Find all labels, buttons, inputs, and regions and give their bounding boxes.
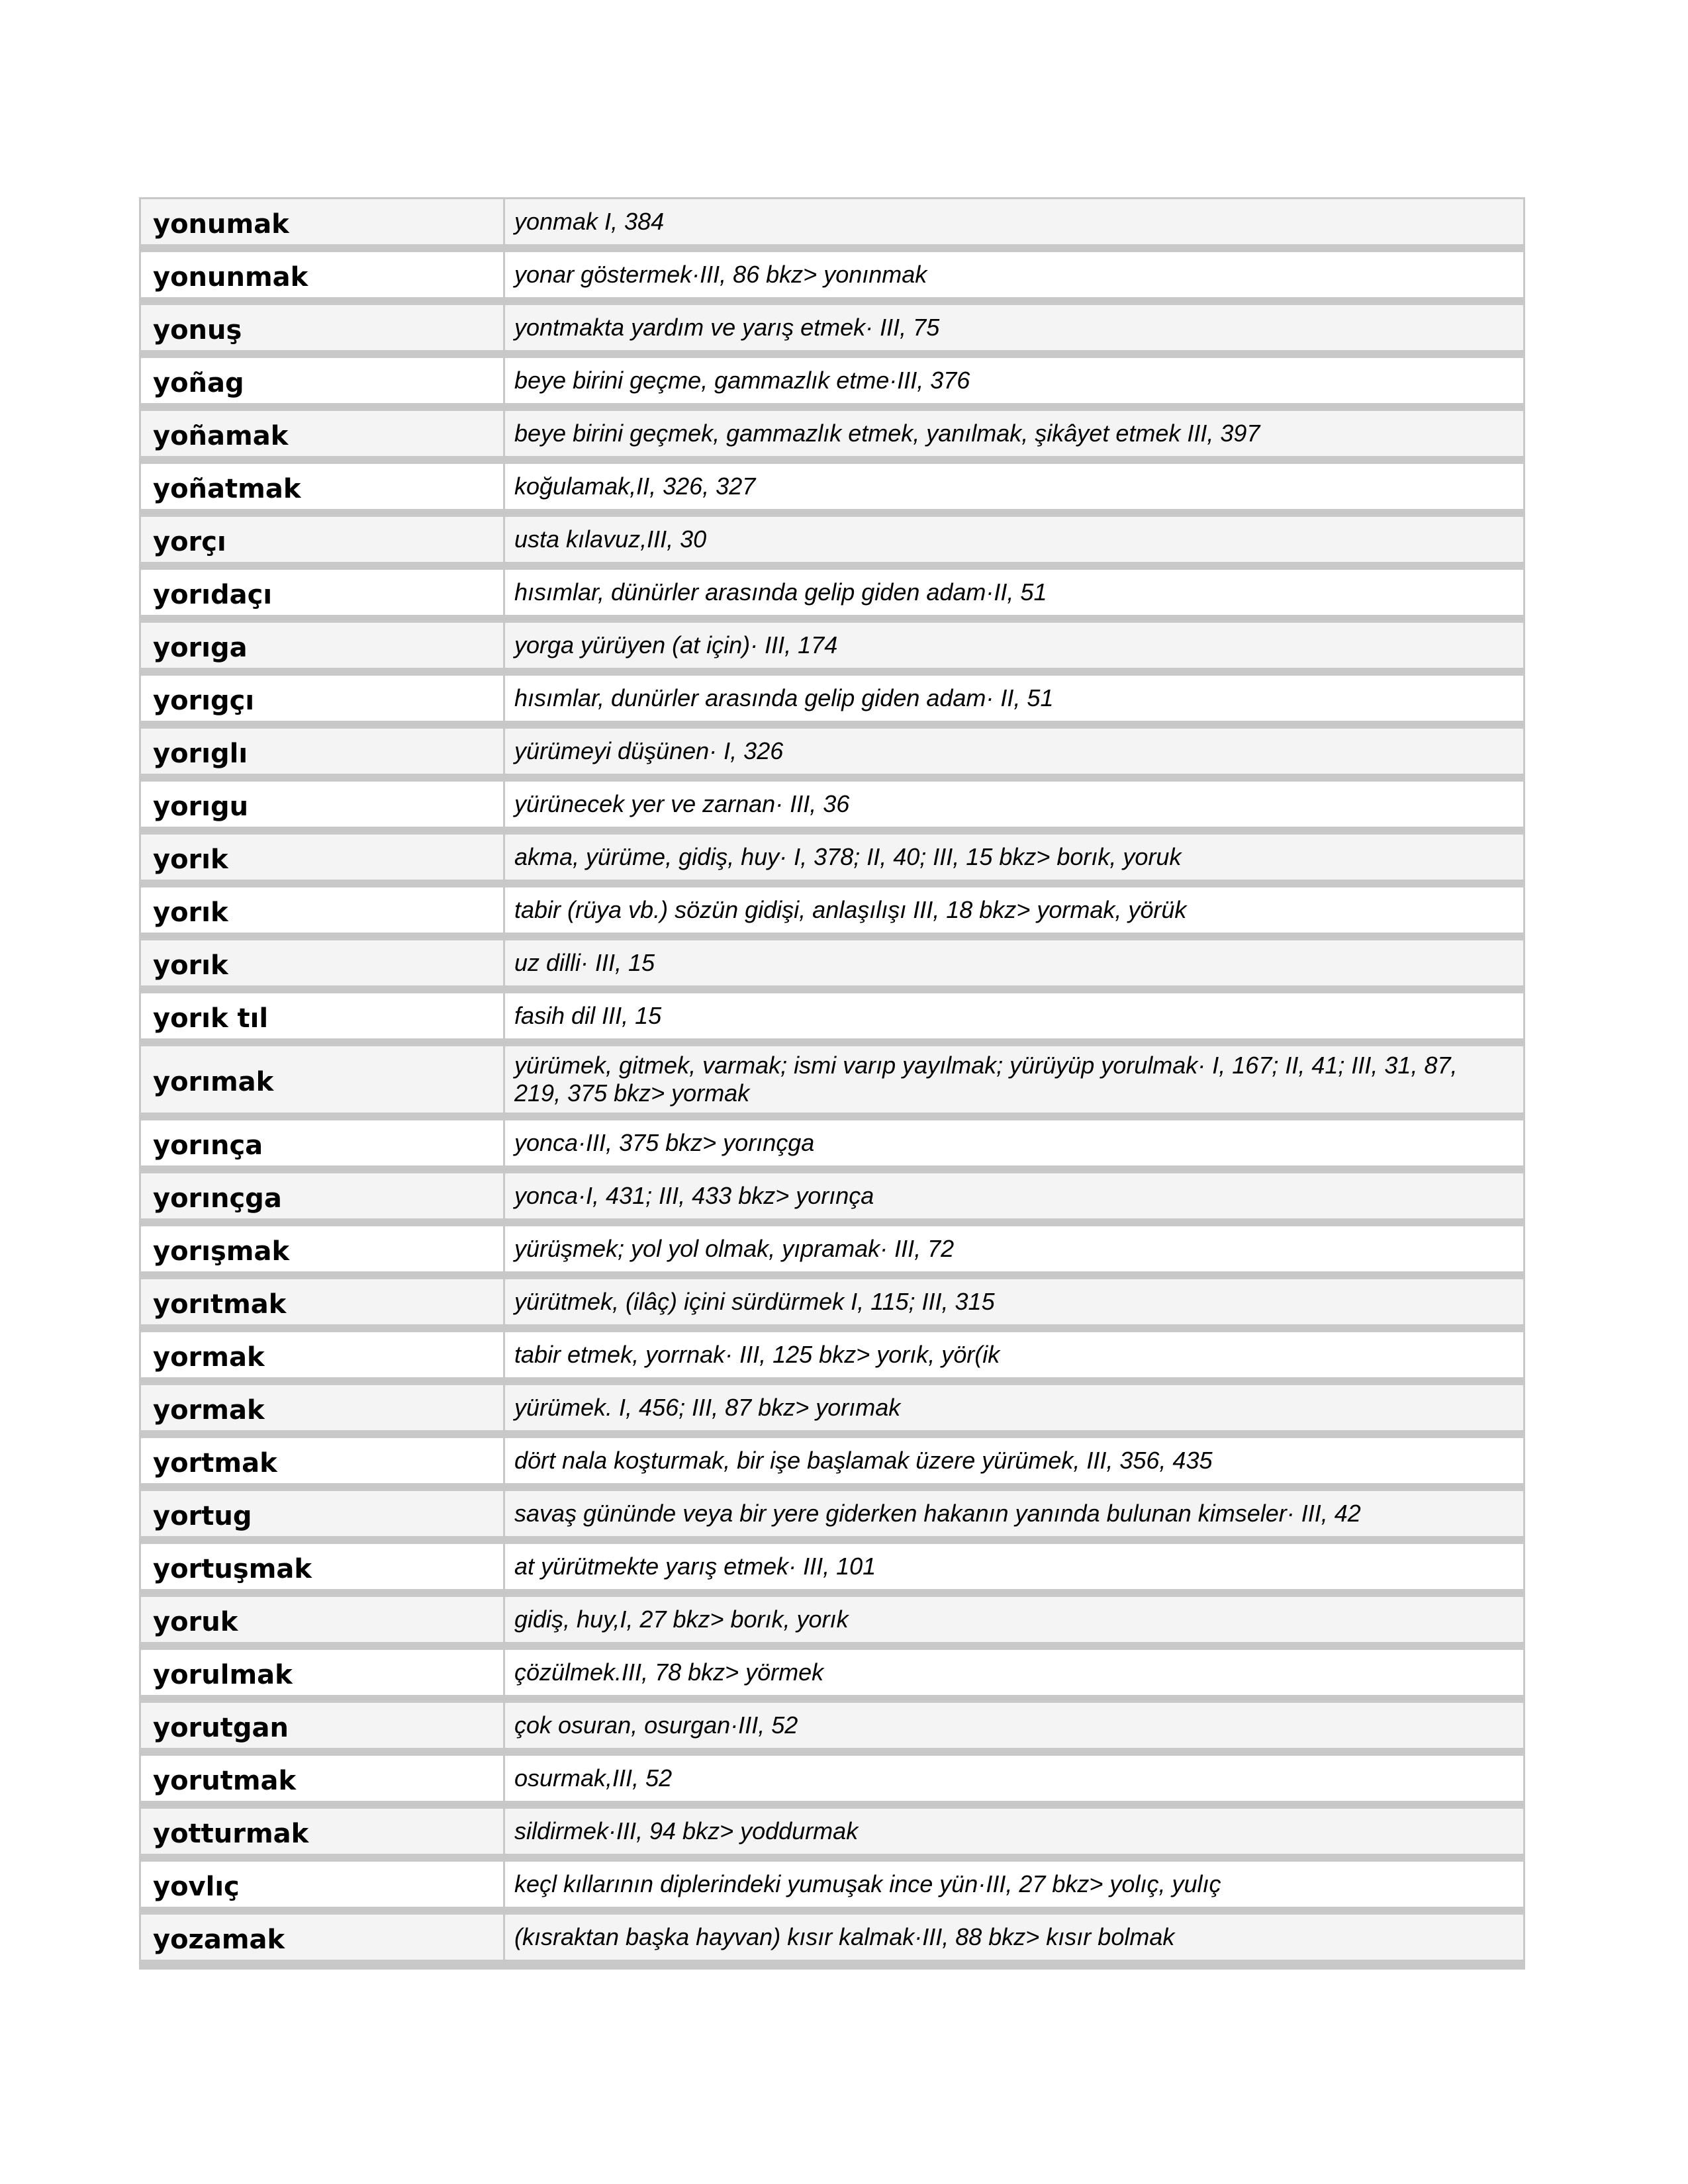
entry-definition: çok osuran, osurgan·III, 52	[505, 1703, 1523, 1748]
entry-term: yoñag	[141, 358, 505, 403]
table-row	[141, 887, 1523, 940]
entry-term: yoñatmak	[141, 464, 505, 509]
table-row	[141, 1650, 1523, 1703]
table-row	[141, 1756, 1523, 1809]
table-row	[141, 782, 1523, 835]
table-row	[141, 1332, 1523, 1385]
table-row	[141, 1279, 1523, 1332]
entry-term: yorutmak	[141, 1756, 505, 1801]
entry-term: yorık	[141, 835, 505, 880]
entry-term: yonuş	[141, 305, 505, 350]
table-row	[141, 1226, 1523, 1279]
table-row	[141, 623, 1523, 676]
entry-term: yorık	[141, 887, 505, 933]
entry-term: yorıga	[141, 623, 505, 668]
entry-definition: çözülmek.III, 78 bkz> yörmek	[505, 1650, 1523, 1695]
entry-definition: gidiş, huy,I, 27 bkz> borık, yorık	[505, 1597, 1523, 1642]
entry-term: yorulmak	[141, 1650, 505, 1695]
entry-term: yorınçga	[141, 1173, 505, 1218]
entry-definition: usta kılavuz,III, 30	[505, 517, 1523, 562]
entry-definition: savaş gününde veya bir yere giderken hakanın yanında bulunan kimseler· III, 42	[505, 1491, 1523, 1536]
dictionary-table	[139, 197, 1525, 1970]
table-row	[141, 940, 1523, 993]
entry-definition: yonca·I, 431; III, 433 bkz> yorınça	[505, 1173, 1523, 1218]
entry-definition: yürümeyi düşünen· I, 326	[505, 729, 1523, 774]
entry-definition: sildirmek·III, 94 bkz> yoddurmak	[505, 1809, 1523, 1854]
entry-definition: yonar göstermek·III, 86 bkz> yonınmak	[505, 252, 1523, 297]
entry-term: yonumak	[141, 199, 505, 244]
table-row	[141, 676, 1523, 729]
entry-term: yovlıç	[141, 1862, 505, 1907]
entry-term: yorıgu	[141, 782, 505, 827]
table-row	[141, 835, 1523, 887]
entry-term: yorık tıl	[141, 993, 505, 1038]
entry-term: yortug	[141, 1491, 505, 1536]
table-row	[141, 1120, 1523, 1173]
entry-definition: uz dilli· III, 15	[505, 940, 1523, 985]
table-row	[141, 305, 1523, 358]
entry-definition: yorga yürüyen (at için)· III, 174	[505, 623, 1523, 668]
table-row	[141, 1438, 1523, 1491]
table-row	[141, 1173, 1523, 1226]
entry-term: yorımak	[141, 1046, 505, 1113]
entry-definition: keçl kıllarının diplerindeki yumuşak ince yün·III, 27 bkz> yolıç, yulıç	[505, 1862, 1523, 1907]
entry-definition: osurmak,III, 52	[505, 1756, 1523, 1801]
table-row	[141, 1862, 1523, 1915]
table-row	[141, 993, 1523, 1046]
table-row	[141, 1544, 1523, 1597]
table-row	[141, 252, 1523, 305]
table-row	[141, 411, 1523, 464]
table-row	[141, 199, 1523, 252]
entry-definition: yontmakta yardım ve yarış etmek· III, 75	[505, 305, 1523, 350]
entry-definition: tabir (rüya vb.) sözün gidişi, anlaşılışı III, 18 bkz> yormak, yörük	[505, 887, 1523, 933]
entry-term: yorıglı	[141, 729, 505, 774]
entry-term: yormak	[141, 1332, 505, 1377]
entry-definition: hısımlar, dünürler arasında gelip giden adam·II, 51	[505, 570, 1523, 615]
entry-definition: yürütmek, (ilâç) içini sürdürmek I, 115; III, 315	[505, 1279, 1523, 1324]
table-row	[141, 729, 1523, 782]
table-row	[141, 1915, 1523, 1968]
table-row	[141, 1809, 1523, 1862]
entry-term: yonunmak	[141, 252, 505, 297]
entry-term: yorışmak	[141, 1226, 505, 1271]
entry-term: yoñamak	[141, 411, 505, 456]
entry-definition: yonca·III, 375 bkz> yorınçga	[505, 1120, 1523, 1165]
entry-term: yozamak	[141, 1915, 505, 1960]
entry-term: yorıtmak	[141, 1279, 505, 1324]
table-row	[141, 570, 1523, 623]
entry-definition: fasih dil III, 15	[505, 993, 1523, 1038]
table-row	[141, 1703, 1523, 1756]
entry-definition: hısımlar, dunürler arasında gelip giden adam· II, 51	[505, 676, 1523, 721]
entry-definition: yürüşmek; yol yol olmak, yıpramak· III, 72	[505, 1226, 1523, 1271]
entry-definition: at yürütmekte yarış etmek· III, 101	[505, 1544, 1523, 1589]
entry-definition: yürünecek yer ve zarnan· III, 36	[505, 782, 1523, 827]
entry-term: yortuşmak	[141, 1544, 505, 1589]
entry-term: yorıgçı	[141, 676, 505, 721]
table-row	[141, 358, 1523, 411]
entry-definition: dört nala koşturmak, bir işe başlamak üzere yürümek, III, 356, 435	[505, 1438, 1523, 1483]
entry-term: yormak	[141, 1385, 505, 1430]
table-row	[141, 1491, 1523, 1544]
entry-definition: koğulamak,II, 326, 327	[505, 464, 1523, 509]
table-row	[141, 1046, 1523, 1120]
entry-definition: beye birini geçme, gammazlık etme·III, 376	[505, 358, 1523, 403]
entry-term: yotturmak	[141, 1809, 505, 1854]
entry-term: yorıdaçı	[141, 570, 505, 615]
entry-term: yorutgan	[141, 1703, 505, 1748]
entry-definition: yonmak I, 384	[505, 199, 1523, 244]
entry-term: yortmak	[141, 1438, 505, 1483]
table-row	[141, 517, 1523, 570]
entry-definition: beye birini geçmek, gammazlık etmek, yanılmak, şikâyet etmek III, 397	[505, 411, 1523, 456]
entry-term: yorçı	[141, 517, 505, 562]
entry-term: yorınça	[141, 1120, 505, 1165]
entry-definition: (kısraktan başka hayvan) kısır kalmak·III, 88 bkz> kısır bolmak	[505, 1915, 1523, 1960]
entry-term: yoruk	[141, 1597, 505, 1642]
entry-term: yorık	[141, 940, 505, 985]
table-row	[141, 464, 1523, 517]
entry-definition: akma, yürüme, gidiş, huy· I, 378; II, 40; III, 15 bkz> borık, yoruk	[505, 835, 1523, 880]
table-row	[141, 1597, 1523, 1650]
entry-definition: yürümek, gitmek, varmak; ismi varıp yayılmak; yürüyüp yorulmak· I, 167; II, 41; III, 31, 87, 219, 375 bkz> yormak	[505, 1046, 1523, 1113]
entry-definition: tabir etmek, yorrnak· III, 125 bkz> yorık, yör(ik	[505, 1332, 1523, 1377]
entry-definition: yürümek. I, 456; III, 87 bkz> yorımak	[505, 1385, 1523, 1430]
table-row	[141, 1385, 1523, 1438]
